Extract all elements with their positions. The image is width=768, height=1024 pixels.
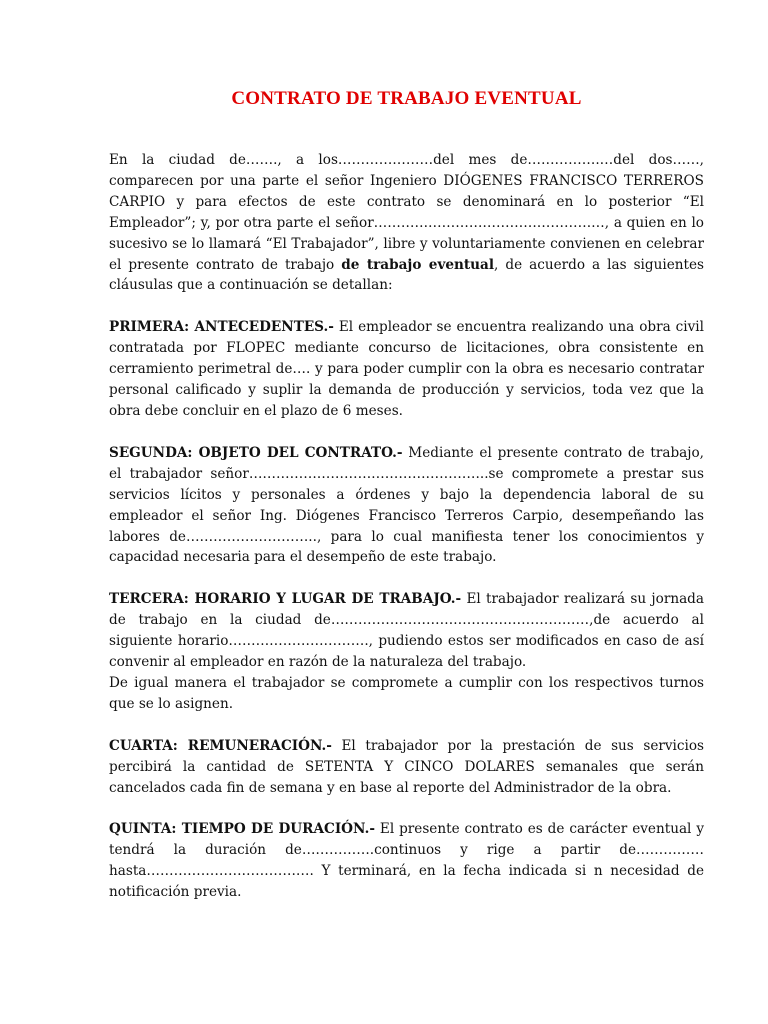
clause-body: El trabajador realizará su jornada de trabajo en la ciudad de…………………………………………………,de acuerdo al siguiente horario…………………………., pudiendo estos ser modificados en caso de así convenir al empleador en razón de la naturaleza del trabajo. — [109, 591, 704, 671]
clause-heading: PRIMERA: ANTECEDENTES.- — [109, 319, 334, 336]
clause-heading: QUINTA: TIEMPO DE DURACIÓN.- — [109, 821, 375, 838]
clause-heading: SEGUNDA: OBJETO DEL CONTRATO.- — [109, 444, 403, 461]
clause-heading: TERCERA: HORARIO Y LUGAR DE TRABAJO.- — [109, 591, 462, 608]
clause-segunda — [109, 443, 704, 568]
clause-body: Mediante el presente contrato de trabajo, el trabajador señor……………………………………………..se compromete a prestar sus servicios lícitos y personales a órdenes y bajo la dependencia laboral de su empleador el señor Ing. Diógenes Francisco Terreros Carpio, desempeñando las labores de……………………….., para lo cual manifiesta tener los conocimientos y capacidad necesaria para el desempeño de este trabajo. — [109, 444, 704, 566]
clause-tercera — [109, 589, 704, 714]
clause-extra: De igual manera el trabajador se compromete a cumplir con los respectivos turnos que se lo asignen. — [109, 674, 704, 712]
intro-text: En la ciudad de……., a los…………………del mes de…………….…del dos……, comparecen por una parte el señor Ingeniero DIÓGENES FRANCISCO TERREROS CARPIO y para efectos de este contrato se denominará en lo posterior “El Empleador”; y, por otra parte el señor……………………………………………, a quien en lo sucesivo se lo llamará “El Trabajador”, libre y voluntariamente convienen en celebrar el presente contrato de trabajo — [109, 152, 704, 273]
clause-body: El empleador se encuentra realizando una obra civil contratada por FLOPEC mediante concurso de licitaciones, obra consistente en cerramiento perimetral de…. y para poder cumplir con la obra es necesario contratar personal calificado y suplir la demanda de producción y servicios, toda vez que la obra debe concluir en el plazo de 6 meses. — [109, 319, 704, 419]
intro-paragraph — [109, 150, 704, 296]
contract-page — [109, 88, 704, 924]
clause-primera — [109, 317, 704, 422]
intro-text-end: , de acuerdo a las siguientes cláusulas que a continuación se detallan: — [109, 256, 704, 294]
document-title: CONTRATO DE TRABAJO EVENTUAL — [231, 88, 582, 109]
clause-quinta — [109, 819, 704, 903]
clause-cuarta — [109, 736, 704, 799]
clause-body: El presente contrato es de carácter eventual y tendrá la duración de…………….continuos y rige a partir de……………hasta………………………………. Y terminará, en la fecha indicada si n necesidad de notificación previa. — [109, 821, 704, 901]
clause-body: El trabajador por la prestación de sus servicios percibirá la cantidad de SETENTA Y CINCO DOLARES semanales que serán cancelados cada fin de semana y en base al reporte del Administrador de la obra. — [109, 737, 705, 796]
intro-bold-text: de trabajo eventual — [341, 256, 495, 273]
clause-heading: CUARTA: REMUNERACIÓN.- — [109, 737, 332, 754]
